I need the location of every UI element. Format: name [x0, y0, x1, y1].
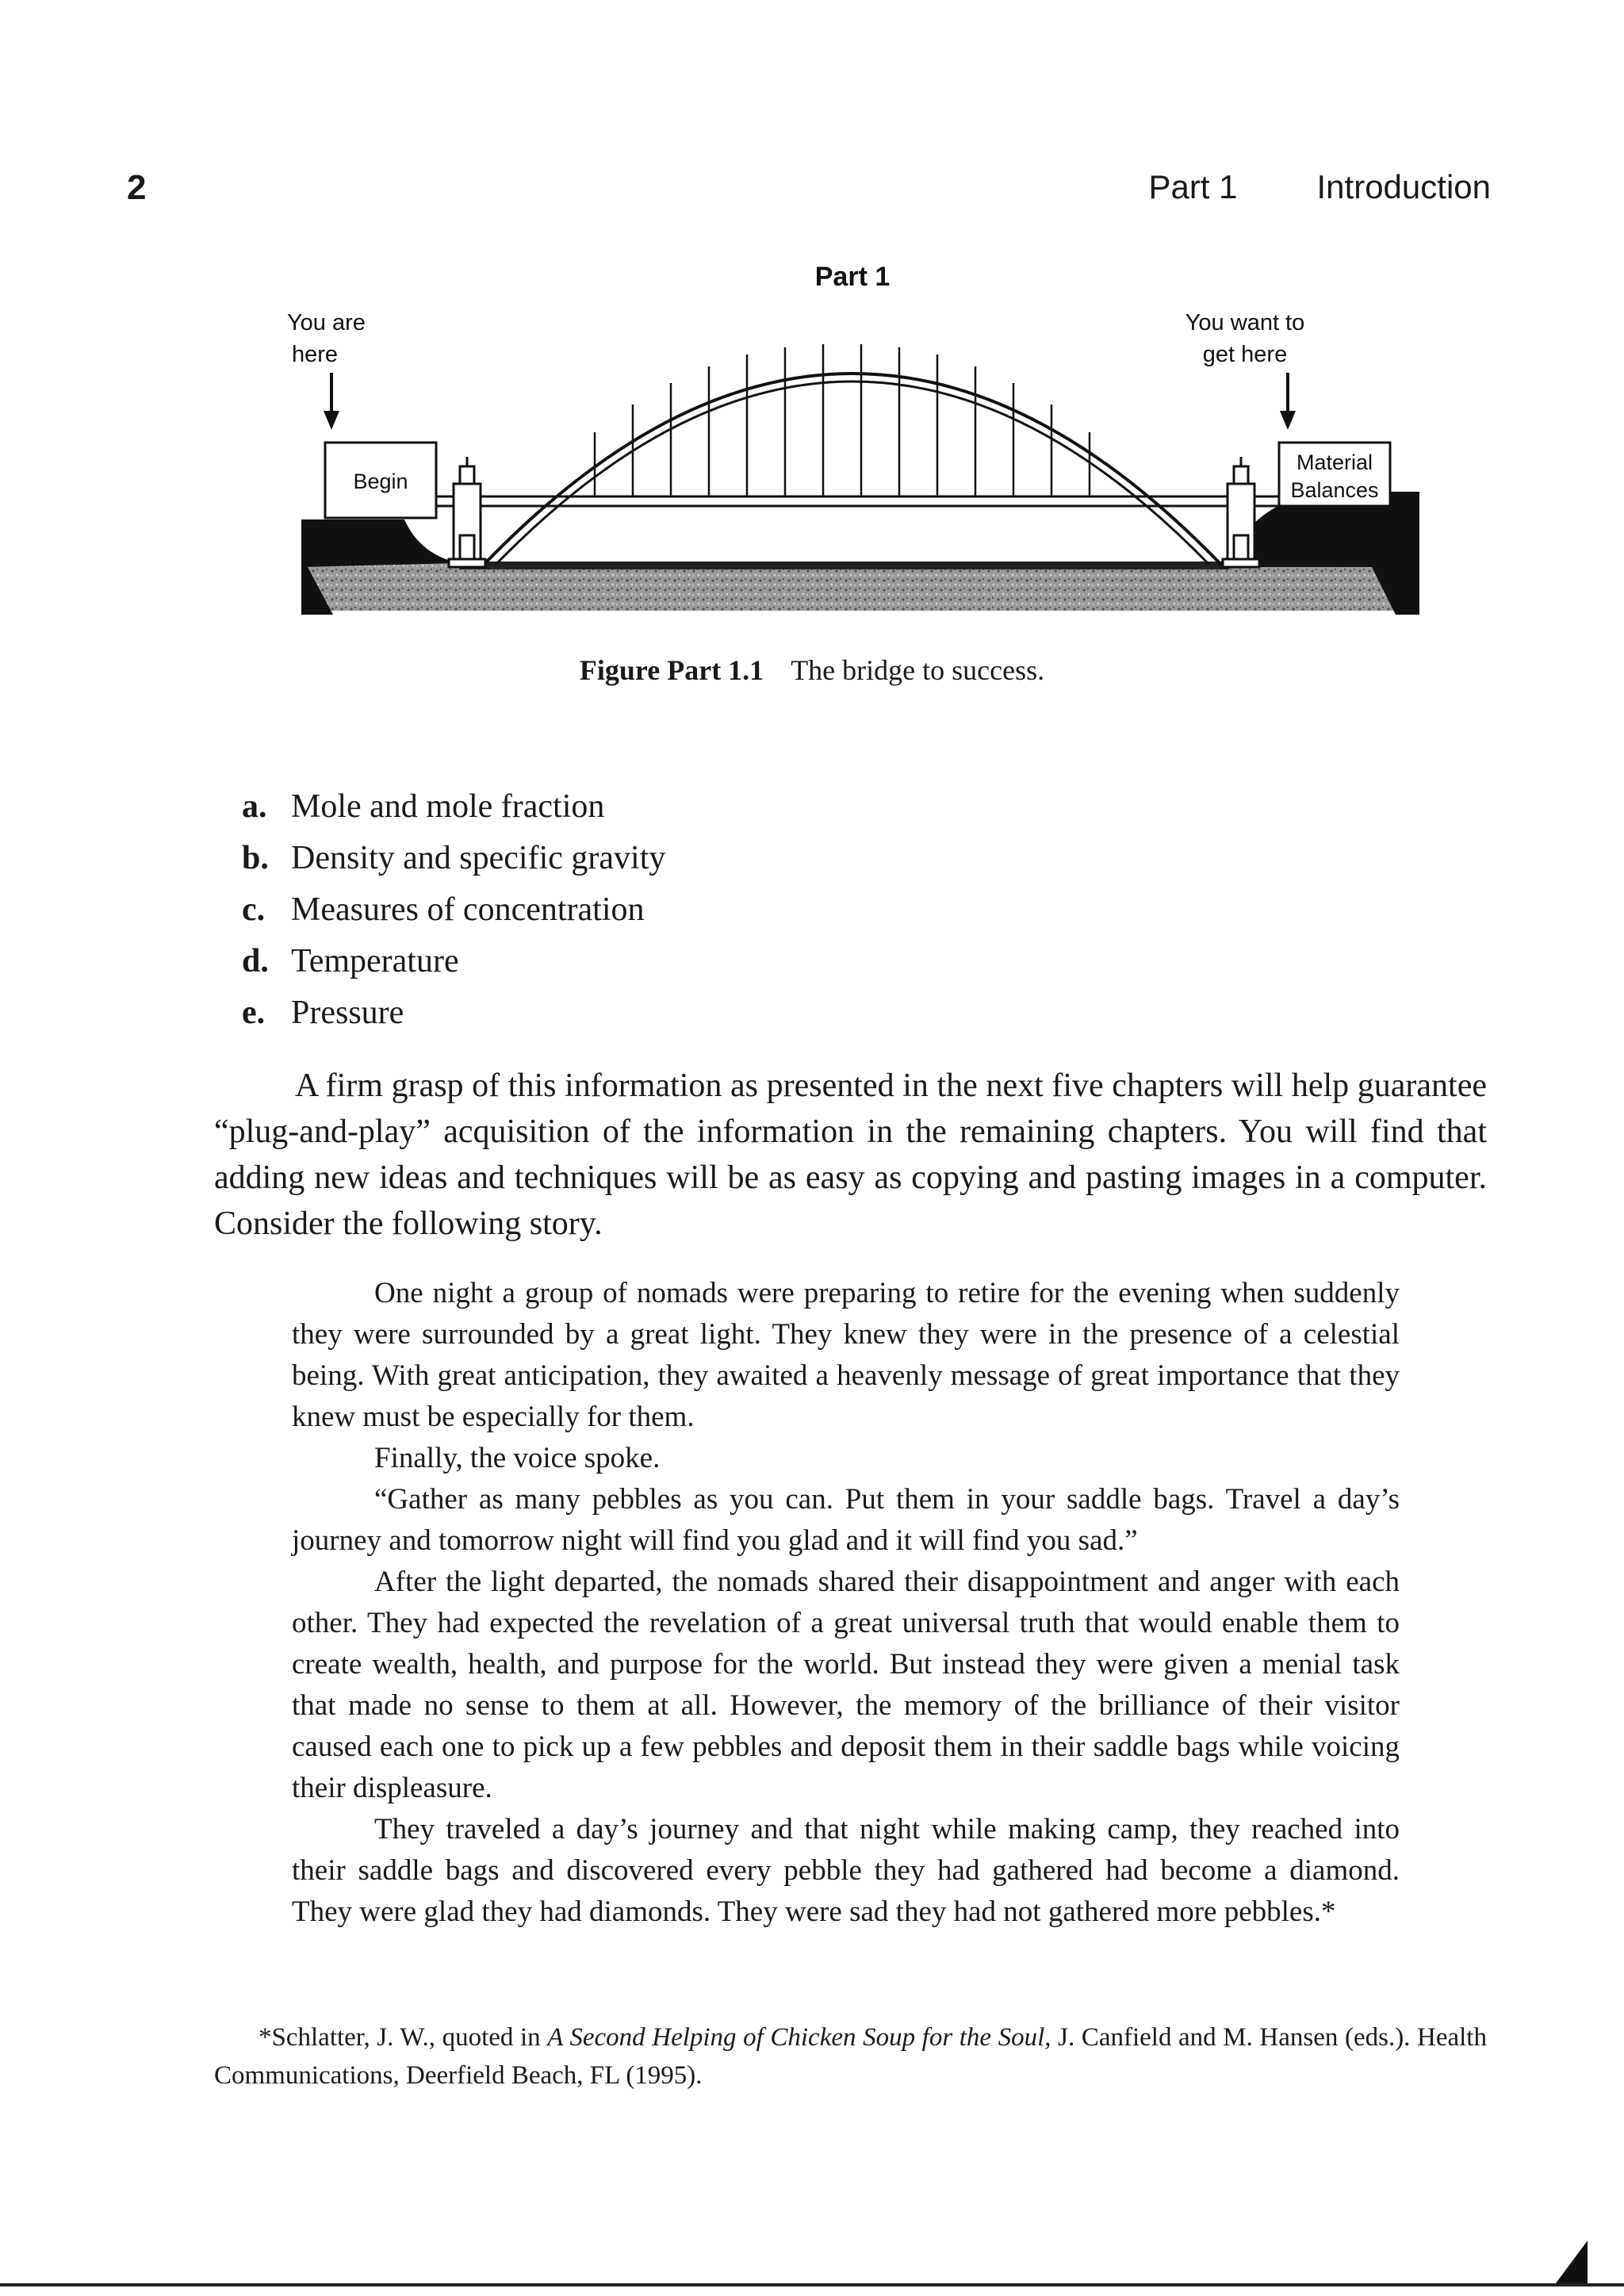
story-paragraph: Finally, the voice spoke. [374, 1442, 661, 1474]
list-item-letter: d. [242, 943, 269, 979]
right-label-line1: You want to [1185, 310, 1305, 335]
story-paragraph: “Gather as many pebbles as you can. Put them in your saddle bags. Travel a day’s journey and tomorrow night will find you glad and it will find you sad.” [292, 1483, 1400, 1557]
page-bottom-rule [0, 2283, 1624, 2286]
page-number: 2 [127, 168, 147, 207]
caption-text: The bridge to success. [791, 654, 1045, 686]
figure-caption [0, 654, 1624, 687]
left-label-line2: here [292, 342, 339, 367]
left-tower [449, 457, 485, 567]
scan-corner-mark [1556, 2240, 1588, 2283]
left-label-line1: You are [287, 310, 366, 335]
river-water [301, 563, 1419, 611]
bridge-arch-icon [436, 344, 1279, 565]
begin-label: Begin [353, 470, 408, 493]
part-label: Part 1 [1148, 168, 1238, 205]
list-item-text: Pressure [291, 995, 404, 1031]
list-item [242, 781, 665, 833]
right-tower [1223, 457, 1259, 567]
footnote-citation: *Schlatter, J. W., quoted in [259, 2023, 548, 2052]
end-label-line2: Balances [1290, 478, 1379, 502]
list-item-letter: a. [242, 788, 267, 825]
caption-label: Figure Part 1.1 [579, 654, 764, 686]
list-item [242, 884, 665, 936]
list-item-text: Temperature [291, 943, 459, 979]
list-item-letter: c. [242, 891, 266, 928]
story-paragraph: After the light departed, the nomads shared their disappointment and anger with each other. They had expected the revelation of a great universal truth that would enable them to create wealth, health, and purpose for the world. But instead they were given a menial task that made no sense to them at all. However, the memory of the brilliance of their visitor caused each one to pick up a few pebbles and deposit them in their saddle bags while voicing their displeasure. [292, 1566, 1400, 1804]
footnote [214, 2018, 1487, 2095]
body-paragraph: A firm grasp of this information as presented in the next five chapters will help guarantee “plug-and-play” acquisition of the information in the remaining chapters. You will find that adding new ideas and techniques will be as easy as copying and pasting images in a computer. Consider the following story. [214, 1068, 1487, 1242]
story-paragraph: One night a group of nomads were preparing to retire for the evening when suddenly they were surrounded by a great light. They knew they were in the presence of a celestial being. With great anticipation, they awaited a heavenly message of great importance that they knew must be especially for them. [292, 1277, 1400, 1433]
left-bank [301, 519, 460, 567]
footnote-publisher: J. Canfield and M. Hansen (eds.). Health Communications, Deerfield Beach, FL (1995). [214, 2023, 1487, 2090]
list-item-text: Density and specific gravity [291, 840, 666, 876]
bridge-figure [287, 254, 1419, 627]
topic-list [242, 781, 665, 1039]
list-item-text: Mole and mole fraction [291, 788, 605, 825]
running-head [1148, 168, 1491, 206]
end-label-line1: Material [1296, 450, 1373, 474]
list-item-text: Measures of concentration [291, 891, 645, 928]
list-item-letter: b. [242, 840, 269, 876]
down-arrow-icon [324, 373, 339, 430]
chapter-title: Introduction [1316, 168, 1491, 205]
running-header [0, 168, 1624, 216]
right-label-line2: get here [1202, 342, 1288, 367]
list-item [242, 936, 665, 987]
story-paragraph: They traveled a day’s journey and that night while making camp, they reached into their saddle bags and discovered every pebble they had gathered had become a diamond. They were glad they had diamonds. They were sad they had not gathered more pebbles.* [292, 1813, 1400, 1928]
bridge-illustration [287, 254, 1419, 627]
footnote-book-title: A Second Helping of Chicken Soup for the Soul, [547, 2023, 1051, 2052]
list-item-letter: e. [242, 995, 266, 1031]
list-item [242, 833, 665, 884]
figure-heading: Part 1 [814, 262, 891, 292]
list-item [242, 987, 665, 1039]
down-arrow-icon [1280, 373, 1296, 430]
story-quote [292, 1273, 1400, 1933]
